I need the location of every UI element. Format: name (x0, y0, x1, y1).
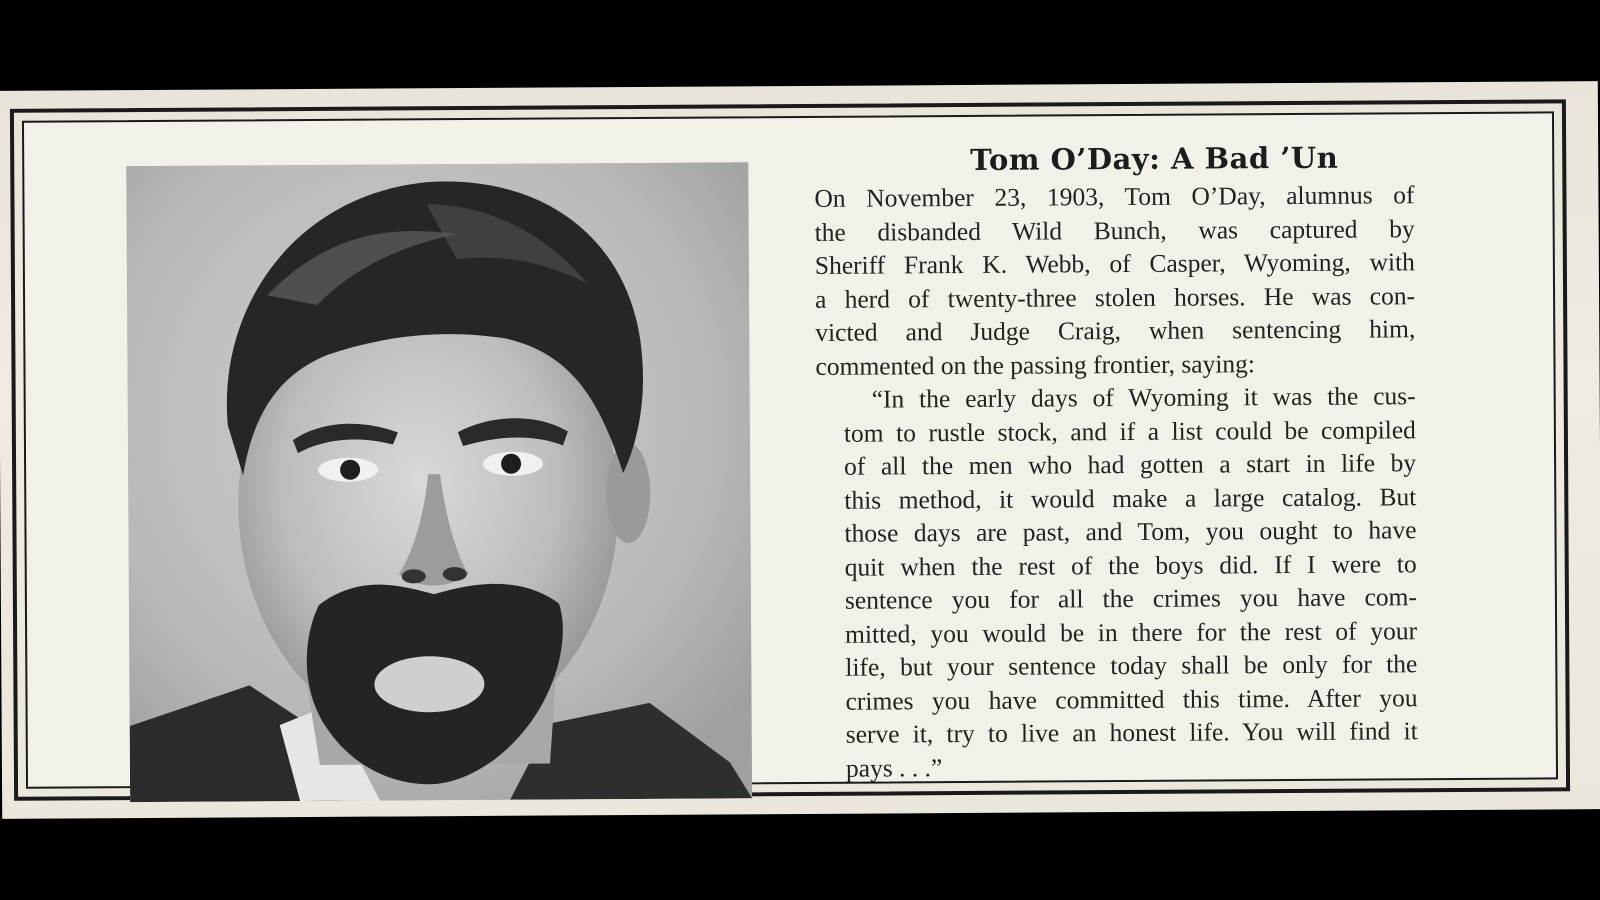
text-line: commented on the passing frontier, saying: (815, 348, 1256, 381)
portrait-photo (126, 162, 752, 802)
text-line: of all the men who had gotten a start in life by (844, 448, 1417, 481)
text-line: this method, it would make a large catalog. But (844, 481, 1417, 515)
paragraph-2 (816, 379, 1418, 785)
text-line: mitted, you would be in there for the rest of your (845, 615, 1418, 649)
book-page (0, 81, 1600, 819)
text-line: serve it, try to live an honest life. You will find it (845, 716, 1418, 749)
text-line: life, but your sentence today shall be only for the (845, 649, 1418, 682)
text-line: the disbanded Wild Bunch, was captured by (814, 213, 1415, 247)
portrait-illustration (126, 162, 752, 802)
text-line: On November 23, 1903, Tom O’Day, alumnus of (814, 180, 1415, 213)
text-line: “In the early days of Wyoming it was the cus- (871, 381, 1416, 414)
text-line: crimes you have committed this time. After you (845, 682, 1418, 716)
inner-border (22, 111, 1558, 788)
text-line: victed and Judge Craig, when sentencing him, (815, 314, 1416, 347)
text-line: quit when the rest of the boys did. If I were to (844, 548, 1417, 582)
paragraph-1 (814, 178, 1415, 383)
text-line: a herd of twenty-three stolen horses. He was con- (814, 280, 1416, 314)
text-line: tom to rustle stock, and if a list could be compiled (843, 414, 1416, 448)
text-line: pays . . .” (845, 752, 943, 783)
text-line: Sheriff Frank K. Webb, of Casper, Wyoming, with (814, 247, 1415, 280)
outer-border (10, 99, 1570, 800)
text-line: those days are past, and Tom, you ought to have (844, 515, 1417, 548)
article-headline: Tom O’Day: A Bad ’Un (970, 140, 1339, 177)
article (814, 140, 1418, 785)
text-line: sentence you for all the crimes you have com- (844, 582, 1417, 615)
